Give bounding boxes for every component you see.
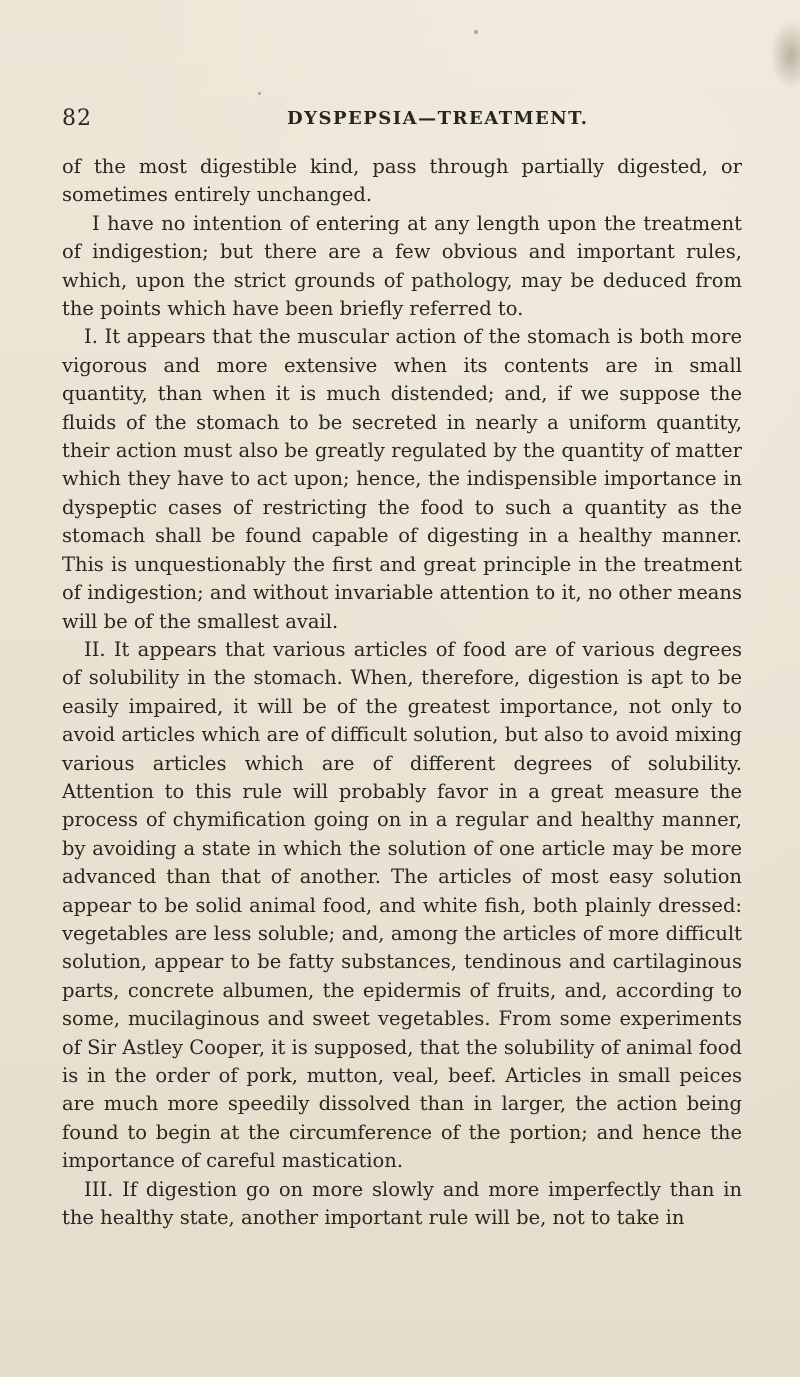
page-edge-stain xyxy=(770,20,800,90)
paragraph-intro: I have no intention of entering at any length upon the treatment of indigestion; but there are a few obvious and important rules, which, upon the strict grounds of pathology, may be deduced from the points which have been briefly referred to. xyxy=(62,211,742,321)
paragraph-rule-1: I. It appears that the muscular action of the stomach is both more vigorous and more extensive when its contents are in small quantity, than when it is much distended; and, if we suppose the fluids of the stomach to be secreted in nearly a uniform quantity, their action must also be greatly regulated by the quantity of matter which they have to act upon; hence, the indispensible importance in dyspeptic cases of restricting the food to such a quantity as the stomach shall be found capable of digesting in a healthy manner. This is unquestionably the first and great principle in the treatment of indigestion; and without invariable attention to it, no other means will be of the smallest avail. xyxy=(62,325,742,633)
paragraph-continuation: of the most digestible kind, pass through partially digested, or sometimes entirely unchanged. xyxy=(62,155,742,207)
ink-spot xyxy=(474,30,478,34)
paragraph-rule-3: III. If digestion go on more slowly and more imperfectly than in the healthy state, another important rule will be, not to take in xyxy=(62,1177,742,1230)
paragraph-rule-2: II. It appears that various articles of food are of various degrees of solubility in the stomach. When, therefore, digestion is apt to be easily impaired, it will be of the greatest importance, not only to avoid articles which are of difficult solution, but also to avoid mixing various articles which are of different degrees of solubility. Attention to this rule will probably favor in a great measure the process of chymification going on in a regular and healthy manner, by avoiding a state in which the solution of one article may be more advanced than that of another. The articles of most easy solution appear to be solid animal food, and white fish, both plainly dressed: vegetables are less soluble; and, among the articles of more difficult solution, appear to be fatty substances, tendinous and cartilaginous parts, concrete albumen, the epidermis of fruits, and, according to some, mucilaginous and sweet vegetables. From some experiments of Sir Astley Cooper, it is supposed, that the solubility of animal food is in the order of pork, mutton, veal, beef. Articles in small peices are much more speedily dissolved than in larger, the action being found to begin at the circumference of the portion; and hence the importance of careful mastication. xyxy=(62,637,742,1173)
body-text xyxy=(62,153,742,1232)
ink-spot xyxy=(258,92,261,95)
page-header xyxy=(62,106,742,136)
page-number: 82 xyxy=(62,106,92,131)
running-head: DYSPEPSIA—TREATMENT. xyxy=(287,108,589,129)
